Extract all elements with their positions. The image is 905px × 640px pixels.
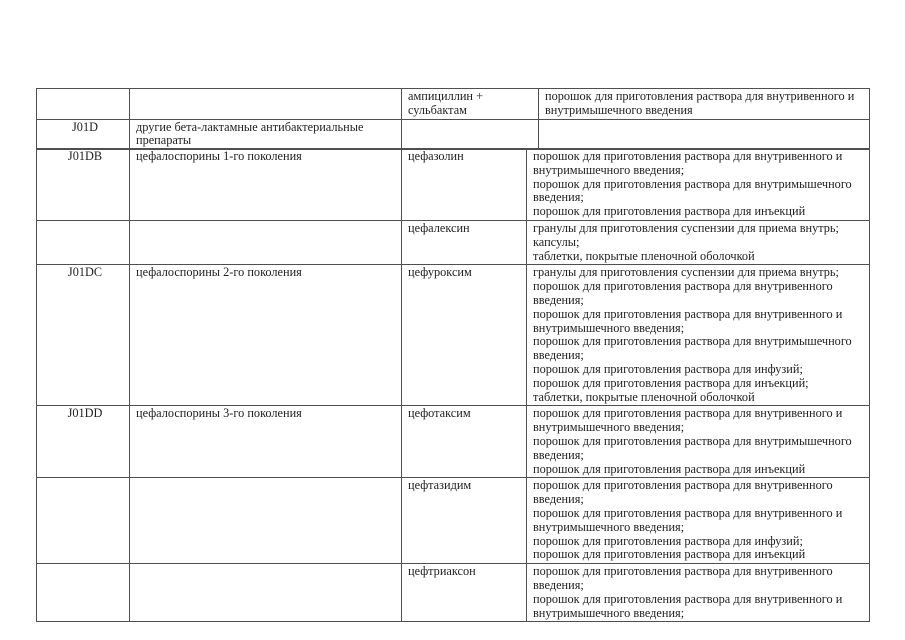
drug-name-cell: ампициллин + сульбактам xyxy=(402,89,539,120)
dosage-form-item: порошок для приготовления раствора для инфузий; xyxy=(533,361,803,376)
dosage-form-item: порошок для приготовления раствора для инъекций xyxy=(533,461,806,476)
dosage-forms-cell xyxy=(527,564,870,622)
table-row xyxy=(37,564,870,622)
drug-group-cell xyxy=(130,478,402,564)
dosage-form-item: порошок для приготовления раствора для инъекций xyxy=(533,204,806,219)
drug-name-cell: цефалексин xyxy=(402,220,527,264)
atc-code-cell: J01DB xyxy=(37,149,130,221)
dosage-forms-cell xyxy=(527,149,870,221)
dosage-form-item: порошок для приготовления раствора для внутримышечного введения; xyxy=(533,433,852,462)
atc-code-cell: J01DD xyxy=(37,406,130,478)
dosage-form-item: гранулы для приготовления суспензии для приема внутрь; xyxy=(533,220,839,235)
drug-name-cell xyxy=(402,119,539,150)
dosage-forms-cell xyxy=(539,119,870,150)
atc-code-cell xyxy=(37,89,130,120)
dosage-forms-cell xyxy=(527,265,870,406)
dosage-form-item: гранулы для приготовления суспензии для приема внутрь; xyxy=(533,265,839,280)
drug-group-cell: другие бета-лактамные антибактериальные препараты xyxy=(130,119,402,150)
atc-code-cell: J01D xyxy=(37,119,130,150)
drug-name-cell: цефуроксим xyxy=(402,265,527,406)
dosage-forms-cell xyxy=(527,220,870,264)
drug-group-cell: цефалоспорины 2-го поколения xyxy=(130,265,402,406)
dosage-form-item: капсулы; xyxy=(533,234,580,249)
table-row xyxy=(37,149,870,221)
table-row xyxy=(37,220,870,264)
dosage-form-item: порошок для приготовления раствора для инъекций xyxy=(533,547,806,562)
dosage-form-item: порошок для приготовления раствора для инфузий; xyxy=(533,533,803,548)
dosage-form-item: таблетки, покрытые пленочной оболочкой xyxy=(533,389,755,404)
dosage-form-item: порошок для приготовления раствора для внутримышечного введения; xyxy=(533,334,852,363)
dosage-form-item: порошок для приготовления раствора для внутривенного и внутримышечного введения; xyxy=(533,306,843,335)
drug-group-cell xyxy=(130,89,402,120)
table-row xyxy=(37,406,870,478)
dosage-form-item: таблетки, покрытые пленочной оболочкой xyxy=(533,248,755,263)
atc-code-cell: J01DC xyxy=(37,265,130,406)
dosage-form-item: порошок для приготовления раствора для внутривенного и внутримышечного введения; xyxy=(533,591,843,620)
atc-code-cell xyxy=(37,564,130,622)
atc-table-top-fragment xyxy=(36,88,870,150)
dosage-form-item: порошок для приготовления раствора для внутривенного введения; xyxy=(533,279,833,307)
atc-code-cell xyxy=(37,478,130,564)
dosage-forms-cell xyxy=(527,478,870,564)
dosage-form-item: порошок для приготовления раствора для инъекций; xyxy=(533,375,809,390)
table-row xyxy=(37,478,870,564)
table-row xyxy=(37,89,870,120)
drug-name-cell: цефазолин xyxy=(402,149,527,221)
dosage-form-item: порошок для приготовления раствора для внутривенного введения; xyxy=(533,478,833,507)
drug-name-cell: цефтриаксон xyxy=(402,564,527,622)
dosage-forms-cell xyxy=(527,406,870,478)
dosage-form-item: порошок для приготовления раствора для внутривенного и внутримышечного введения; xyxy=(533,505,843,534)
drug-name-cell: цефотаксим xyxy=(402,406,527,478)
dosage-form-item: порошок для приготовления раствора для внутривенного и внутримышечного введения; xyxy=(533,149,843,177)
table-row xyxy=(37,119,870,150)
atc-table-continuation xyxy=(36,148,870,622)
drug-group-cell: цефалоспорины 3-го поколения xyxy=(130,406,402,478)
table-row xyxy=(37,265,870,406)
drug-name-cell: цефтазидим xyxy=(402,478,527,564)
dosage-forms-cell xyxy=(539,89,870,120)
drug-group-cell xyxy=(130,220,402,264)
atc-code-cell xyxy=(37,220,130,264)
dosage-form-item: порошок для приготовления раствора для внутримышечного введения; xyxy=(533,176,852,205)
dosage-form-item: порошок для приготовления раствора для внутривенного введения; xyxy=(533,564,833,592)
drug-group-cell: цефалоспорины 1-го поколения xyxy=(130,149,402,221)
dosage-form-item: порошок для приготовления раствора для внутривенного и внутримышечного введения; xyxy=(533,406,843,435)
dosage-form-item: порошок для приготовления раствора для внутривенного и внутримышечного введения xyxy=(545,89,855,117)
drug-group-cell xyxy=(130,564,402,622)
